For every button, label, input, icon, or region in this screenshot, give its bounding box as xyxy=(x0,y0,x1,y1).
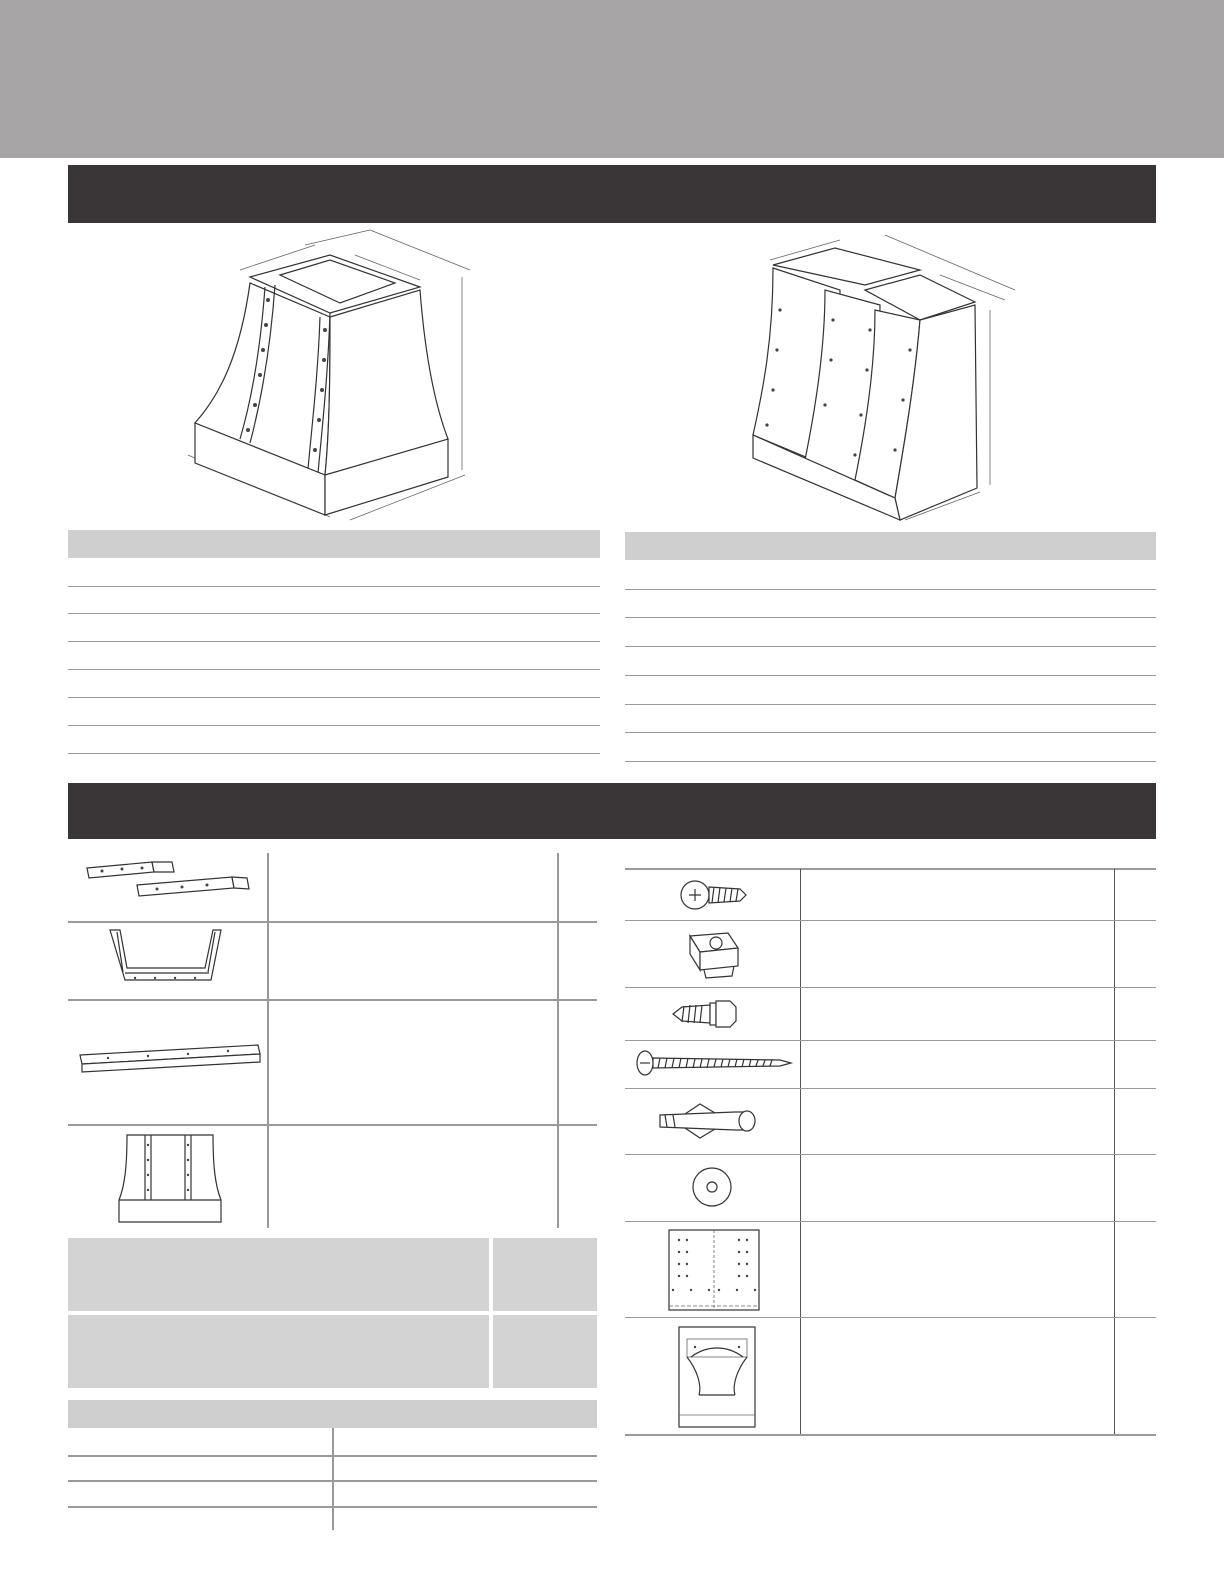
spec-row-divider xyxy=(625,646,1156,647)
wall-anchor-icon xyxy=(655,1100,765,1145)
parts-row-divider xyxy=(68,999,597,1001)
spec-row-divider xyxy=(625,617,1156,618)
parts-row-divider xyxy=(68,921,597,923)
cage-nut-icon xyxy=(680,928,745,983)
range-hood-wall-mount-drawing xyxy=(180,225,500,525)
mounting-template-icon xyxy=(667,1228,762,1313)
section-header-dimensions xyxy=(68,165,1156,223)
parts-right-top-rule xyxy=(625,868,1156,870)
hood-template-icon xyxy=(677,1325,757,1430)
range-hood-alternate-drawing xyxy=(745,230,1045,530)
spec-row-divider xyxy=(68,753,600,754)
spec-row-divider xyxy=(68,586,600,587)
parts-row-divider xyxy=(625,987,1156,988)
spec-table-right-header xyxy=(625,532,1156,560)
section-header-parts xyxy=(68,783,1156,839)
parts-row-divider xyxy=(625,1088,1156,1089)
parts-row-divider xyxy=(68,1124,597,1126)
flat-head-screw-icon xyxy=(680,875,750,915)
spec-row-divider xyxy=(625,675,1156,676)
spec-row-divider xyxy=(68,725,600,726)
shaded-qty-box xyxy=(493,1238,597,1311)
u-bracket-icon xyxy=(105,928,235,990)
spec-row-divider xyxy=(625,761,1156,762)
spec-row-divider xyxy=(68,669,600,670)
parts-row-divider xyxy=(625,1221,1156,1222)
parts-right-col-divider xyxy=(1114,869,1115,1435)
hex-head-screw-icon xyxy=(670,995,740,1033)
angle-rail-icon xyxy=(78,1040,263,1080)
parts-row-divider xyxy=(625,1154,1156,1155)
spec-row-divider xyxy=(625,704,1156,705)
shaded-qty-box xyxy=(493,1315,597,1388)
long-screw-icon xyxy=(635,1048,795,1078)
hood-front-icon xyxy=(115,1130,225,1225)
spec-row-divider xyxy=(68,697,600,698)
shaded-note-box xyxy=(68,1238,489,1311)
mounting-rails-icon xyxy=(82,860,252,915)
spec-row-divider xyxy=(625,732,1156,733)
parts-row-divider xyxy=(625,1317,1156,1318)
washer-icon xyxy=(690,1165,735,1210)
parts-row-divider xyxy=(625,1434,1156,1436)
parts-row-divider xyxy=(625,920,1156,921)
spec-row-divider xyxy=(68,641,600,642)
spec-table-left-header xyxy=(68,530,600,558)
spec-row-divider xyxy=(625,589,1156,590)
parts-left-col-divider xyxy=(267,853,269,1228)
parts-row-divider xyxy=(625,1040,1156,1041)
parts-left-col-divider xyxy=(557,853,559,1228)
parts-right-col-divider xyxy=(800,869,801,1435)
header-band xyxy=(0,0,1224,158)
shaded-note-box xyxy=(68,1315,489,1388)
spec-row-divider xyxy=(68,613,600,614)
bottom-table-col-divider xyxy=(332,1428,334,1530)
bottom-table-header xyxy=(68,1400,597,1428)
